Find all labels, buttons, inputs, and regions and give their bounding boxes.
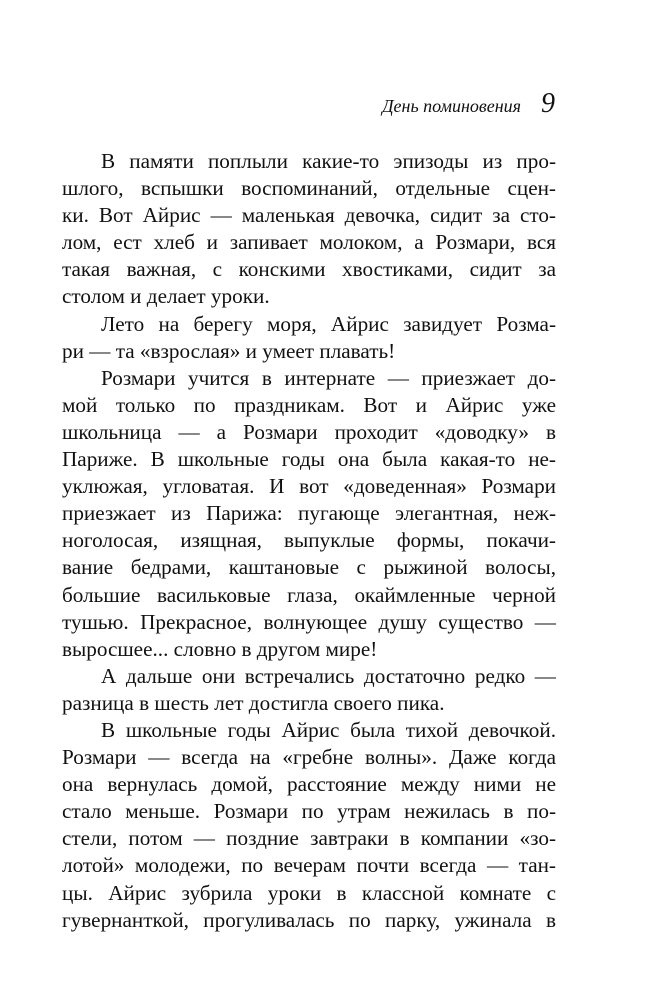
text-line: Лето на берегу моря, Айрис завидует Розма- (101, 311, 556, 336)
text-line: ри — та «взрослая» и умеет плавать! (62, 338, 396, 363)
text-line: выросшее... словно в другом мире! (62, 636, 378, 661)
text-line: столом и делает уроки. (62, 284, 270, 309)
text-line: шлого, вспышки воспоминаний, отдельные сцен- (62, 176, 556, 201)
running-title: День поминовения (382, 96, 521, 116)
text-line: В памяти поплыли какие-то эпизоды из про- (101, 149, 556, 173)
text-line: Розмари — всегда на «гребне волны». Даже когда (62, 745, 556, 770)
text-line: стели, потом — поздние завтраки в компании «зо- (62, 826, 556, 851)
text-line: разница в шесть лет достигла своего пика. (62, 690, 445, 715)
text-line: лом, ест хлеб и запивает молоком, а Розмари, вся (62, 230, 556, 255)
text-line: такая важная, с конскими хвостиками, сидит за (62, 257, 556, 282)
text-line: В школьные годы Айрис была тихой девочкой. (101, 717, 556, 742)
text-line: А дальше они встречались достаточно редко — (101, 663, 556, 688)
text-line: ки. Вот Айрис — маленькая девочка, сидит за сто- (62, 203, 556, 228)
page-number: 9 (541, 88, 555, 119)
text-line: она вернулась домой, расстояние между ними не (62, 772, 556, 797)
text-line: Париже. В школьные годы она была какая-то не- (62, 447, 556, 472)
text-line: тушью. Прекрасное, волнующее душу существо — (62, 609, 556, 634)
running-head (382, 88, 555, 120)
text-line: большие васильковые глаза, окаймленные черной (62, 582, 556, 607)
text-line: ноголосая, изящная, выпуклые формы, покачи- (62, 528, 556, 553)
body-text (62, 148, 556, 934)
text-line: уклюжая, угловатая. И вот «доведенная» Розмари (62, 474, 556, 499)
text-line: стало меньше. Розмари по утрам нежилась в по- (62, 799, 556, 824)
text-line: приезжает из Парижа: пугающе элегантная, неж- (62, 501, 556, 526)
text-line: вание бедрами, каштановые с рыжиной волосы, (62, 555, 556, 580)
text-line: гувернанткой, прогуливалась по парку, ужинала в (62, 907, 556, 932)
text-line: цы. Айрис зубрила уроки в классной комнате с (62, 880, 556, 905)
text-line: лотой» молодежи, по вечерам почти всегда — тан- (62, 853, 556, 878)
text-line: Розмари учится в интернате — приезжает до- (101, 365, 556, 390)
text-line: мой только по праздникам. Вот и Айрис уже (62, 392, 556, 417)
text-line: школьница — а Розмари проходит «доводку» в (62, 419, 556, 444)
